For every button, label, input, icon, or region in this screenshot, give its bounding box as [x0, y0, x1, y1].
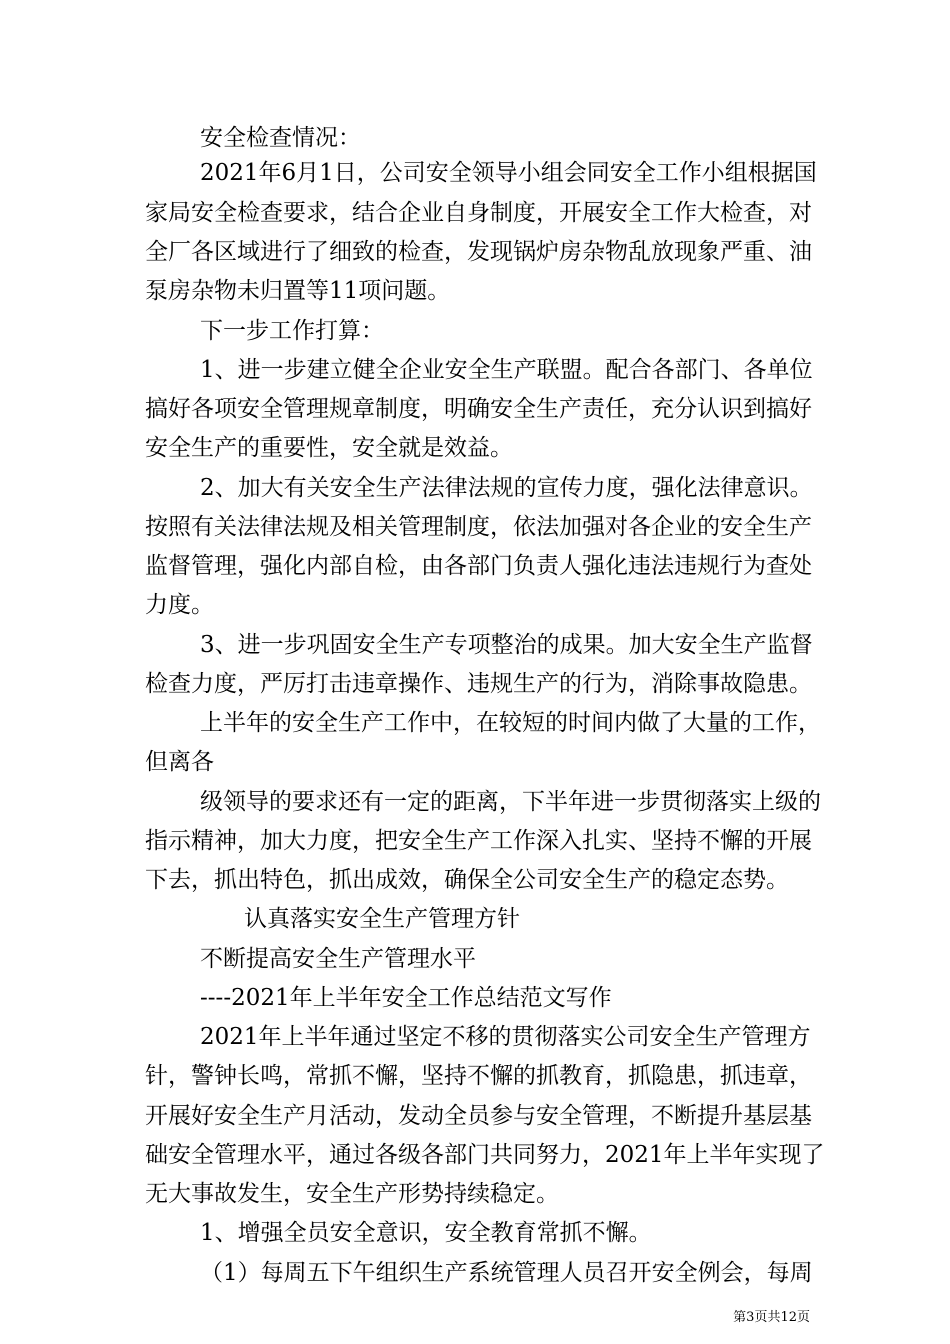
paragraph-line: 按照有关法律法规及相关管理制度，依法加强对各企业的安全生产: [145, 514, 812, 540]
paragraph-line: 上半年的安全生产工作中，在较短的时间内做了大量的工作，: [200, 710, 821, 736]
paragraph-line: 针，警钟长鸣，常抓不懈，坚持不懈的抓教育，抓隐患，抓违章，: [145, 1063, 812, 1089]
paragraph-line: 2、加大有关安全生产法律法规的宣传力度，强化法律意识。: [200, 475, 813, 501]
paragraph-line: 监督管理，强化内部自检，由各部门负责人强化违法违规行为查处: [145, 553, 812, 579]
section-heading-inspection: 安全检查情况：: [200, 125, 361, 151]
paragraph-line: 检查力度，严厉打击违章操作、违规生产的行为，消除事故隐患。: [145, 671, 812, 697]
article-title: 认真落实安全生产管理方针: [244, 906, 520, 932]
paragraph-line: 级领导的要求还有一定的距离，下半年进一步贯彻落实上级的: [200, 789, 821, 815]
paragraph-line: 全厂各区域进行了细致的检查，发现锅炉房杂物乱放现象严重、油: [145, 239, 812, 265]
paragraph-line: 搞好各项安全管理规章制度，明确安全生产责任，充分认识到搞好: [145, 396, 812, 422]
paragraph-line: 家局安全检查要求，结合企业自身制度，开展安全工作大检查，对: [145, 200, 812, 226]
paragraph-line: 开展好安全生产月活动，发动全员参与安全管理，不断提升基层基: [145, 1103, 812, 1129]
paragraph-line: 3、进一步巩固安全生产专项整治的成果。加大安全生产监督: [200, 632, 813, 658]
paragraph-line: 指示精神，加大力度，把安全生产工作深入扎实、坚持不懈的开展: [145, 828, 812, 854]
section-heading-item: 1、增强全员安全意识，安全教育常抓不懈。: [200, 1220, 652, 1246]
paragraph-line: 但离各: [145, 749, 214, 775]
paragraph-line: （1）每周五下午组织生产系统管理人员召开安全例会，每周: [200, 1260, 813, 1286]
paragraph-line: 2021年6月1日，公司安全领导小组会同安全工作小组根据国: [200, 160, 817, 186]
paragraph-line: 力度。: [145, 592, 214, 618]
paragraph-line: 泵房杂物未归置等11项问题。: [145, 278, 451, 304]
paragraph-line: 无大事故发生，安全生产形势持续稳定。: [145, 1181, 559, 1207]
paragraph-line: 2021年上半年通过坚定不移的贯彻落实公司安全生产管理方: [200, 1024, 811, 1050]
paragraph-line: 1、进一步建立健全企业安全生产联盟。配合各部门、各单位: [200, 357, 813, 383]
paragraph-line: 础安全管理水平，通过各级各部门共同努力，2021年上半年实现了: [145, 1142, 825, 1168]
article-subtitle: 不断提高安全生产管理水平: [200, 946, 476, 972]
paragraph-line: 下去，抓出特色，抓出成效，确保全公司安全生产的稳定态势。: [145, 867, 789, 893]
paragraph-line: 安全生产的重要性，安全就是效益。: [145, 435, 513, 461]
page-number-footer: 第3页共12页: [733, 1310, 810, 1325]
section-heading-next-steps: 下一步工作打算：: [200, 318, 384, 344]
article-byline: ----2021年上半年安全工作总结范文写作: [200, 985, 612, 1011]
